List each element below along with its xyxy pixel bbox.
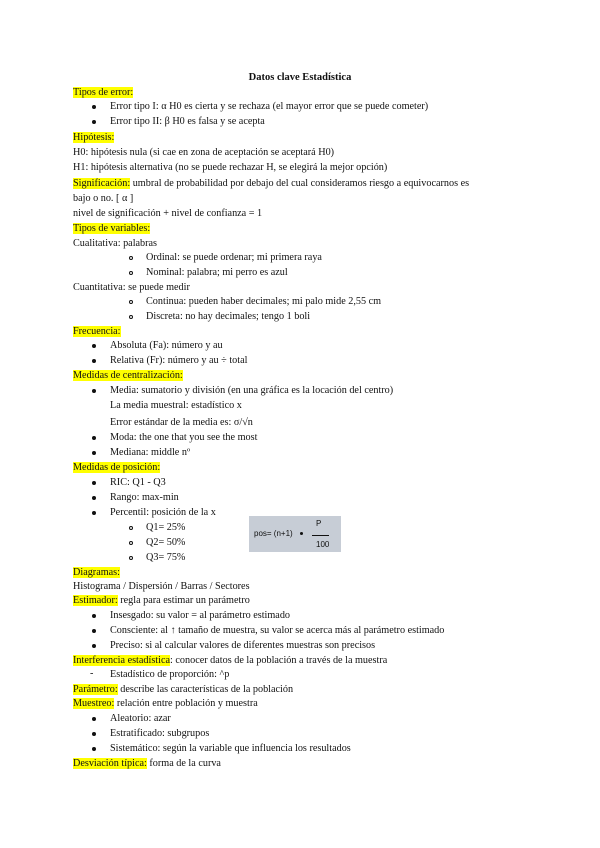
list-item: Q3= 75% — [146, 552, 186, 563]
text-line: Histograma / Dispersión / Barras / Sectores — [73, 581, 250, 592]
text-line: : conocer datos de la población a través de la muestra — [170, 655, 388, 666]
heading-hipotesis: Hipótesis: — [73, 132, 115, 143]
bullet — [92, 436, 96, 440]
heading-medidas-posicion: Medidas de posición: — [73, 462, 161, 473]
heading-tipos-variables: Tipos de variables: — [73, 223, 151, 234]
heading-muestreo: Muestreo: — [73, 698, 115, 709]
list-item: Rango: max-min — [110, 492, 179, 503]
list-item: Estadístico de proporción: ^p — [110, 669, 230, 680]
bullet — [92, 496, 96, 500]
list-item: Aleatorio: azar — [110, 713, 171, 724]
document-title: Datos clave Estadística — [248, 72, 352, 83]
sub-bullet — [129, 271, 133, 275]
bullet — [92, 481, 96, 485]
list-item: Percentil: posición de la x — [110, 507, 216, 518]
list-item: Media: sumatorio y división (en una gráfica es la locación del centro) — [110, 385, 394, 396]
sub-bullet — [129, 256, 133, 260]
list-item: Estratificado: subgrupos — [110, 728, 210, 739]
heading-tipos-error: Tipos de error: — [73, 87, 134, 98]
bullet — [92, 732, 96, 736]
fraction-bar — [312, 535, 329, 536]
bullet — [92, 120, 96, 124]
list-item: RIC: Q1 - Q3 — [110, 477, 166, 488]
heading-medidas-centralizacion: Medidas de centralización: — [73, 370, 183, 381]
sub-bullet — [129, 315, 133, 319]
text-line: regla para estimar un parámetro — [117, 595, 250, 606]
bullet — [92, 629, 96, 633]
list-item: Mediana: middle nº — [110, 447, 191, 458]
formula-label: pos= (n+1) — [254, 529, 293, 538]
formula-numerator: P — [316, 519, 322, 528]
bullet — [92, 359, 96, 363]
formula-denominator: 100 — [316, 540, 330, 549]
text-line: nivel de significación + nivel de confianza = 1 — [73, 208, 263, 219]
list-item: Preciso: si al calcular valores de diferentes muestras son precisos — [110, 640, 376, 651]
heading-estimador: Estimador: — [73, 595, 118, 606]
bullet — [92, 511, 96, 515]
list-item: Consciente: al ↑ tamaño de muestra, su valor se acerca más al parámetro estimado — [110, 625, 445, 636]
bullet — [92, 344, 96, 348]
heading-frecuencia: Frecuencia: — [73, 326, 121, 337]
text-line: Cualitativa: palabras — [73, 238, 158, 249]
heading-diagramas: Diagramas: — [73, 567, 120, 578]
bullet — [92, 614, 96, 618]
list-item: Q2= 50% — [146, 537, 186, 548]
text-line: bajo o no. [ α ] — [73, 193, 134, 204]
list-item: Nominal: palabra; mi perro es azul — [146, 267, 288, 278]
list-item: Error tipo I: α H0 es cierta y se rechaza (el mayor error que se puede cometer) — [110, 101, 429, 112]
bullet — [92, 451, 96, 455]
sub-bullet — [129, 526, 133, 530]
text-line: Cuantitativa: se puede medir — [73, 282, 190, 293]
list-item: Q1= 25% — [146, 522, 186, 533]
list-item-continuation: La media muestral: estadístico x — [110, 400, 242, 411]
heading-desviacion-tipica: Desviación típica: — [73, 758, 147, 769]
text-line: umbral de probabilidad por debajo del cual consideramos riesgo a equivocarnos es — [130, 178, 470, 189]
bullet — [92, 644, 96, 648]
list-item: Error tipo II: β H0 es falsa y se acepta — [110, 116, 265, 127]
text-line: H0: hipótesis nula (si cae en zona de aceptación se aceptará H0) — [73, 147, 335, 158]
text-line: H1: hipótesis alternativa (no se puede rechazar H, se elegirá la mejor opción) — [73, 162, 388, 173]
text-line: relación entre población y muestra — [114, 698, 258, 709]
bullet — [92, 389, 96, 393]
bullet — [92, 747, 96, 751]
list-item: Moda: the one that you see the most — [110, 432, 258, 443]
heading-significacion: Significación: — [73, 178, 131, 189]
list-item: Insesgado: su valor = al parámetro estimado — [110, 610, 291, 621]
list-item: Continua: pueden haber decimales; mi palo mide 2,55 cm — [146, 296, 382, 307]
sub-bullet — [129, 541, 133, 545]
heading-interferencia-estadistica: Interferencia estadística — [73, 655, 171, 666]
dash-marker: - — [90, 668, 94, 679]
percentile-formula-image — [249, 516, 341, 552]
list-item: Discreta: no hay decimales; tengo 1 boli — [146, 311, 311, 322]
sub-bullet — [129, 300, 133, 304]
bullet — [92, 717, 96, 721]
text-line: forma de la curva — [146, 758, 221, 769]
list-item: Sistemático: según la variable que influencia los resultados — [110, 743, 351, 754]
text-line: describe las características de la población — [117, 684, 294, 695]
sub-bullet — [129, 556, 133, 560]
heading-parametro: Parámetro: — [73, 684, 118, 695]
multiply-dot — [300, 532, 303, 535]
bullet — [92, 105, 96, 109]
list-item: Absoluta (Fa): número y au — [110, 340, 223, 351]
list-item: Relativa (Fr): número y au ÷ total — [110, 355, 248, 366]
list-item-continuation: Error estándar de la media es: σ/√n — [110, 417, 253, 428]
list-item: Ordinal: se puede ordenar; mi primera raya — [146, 252, 322, 263]
